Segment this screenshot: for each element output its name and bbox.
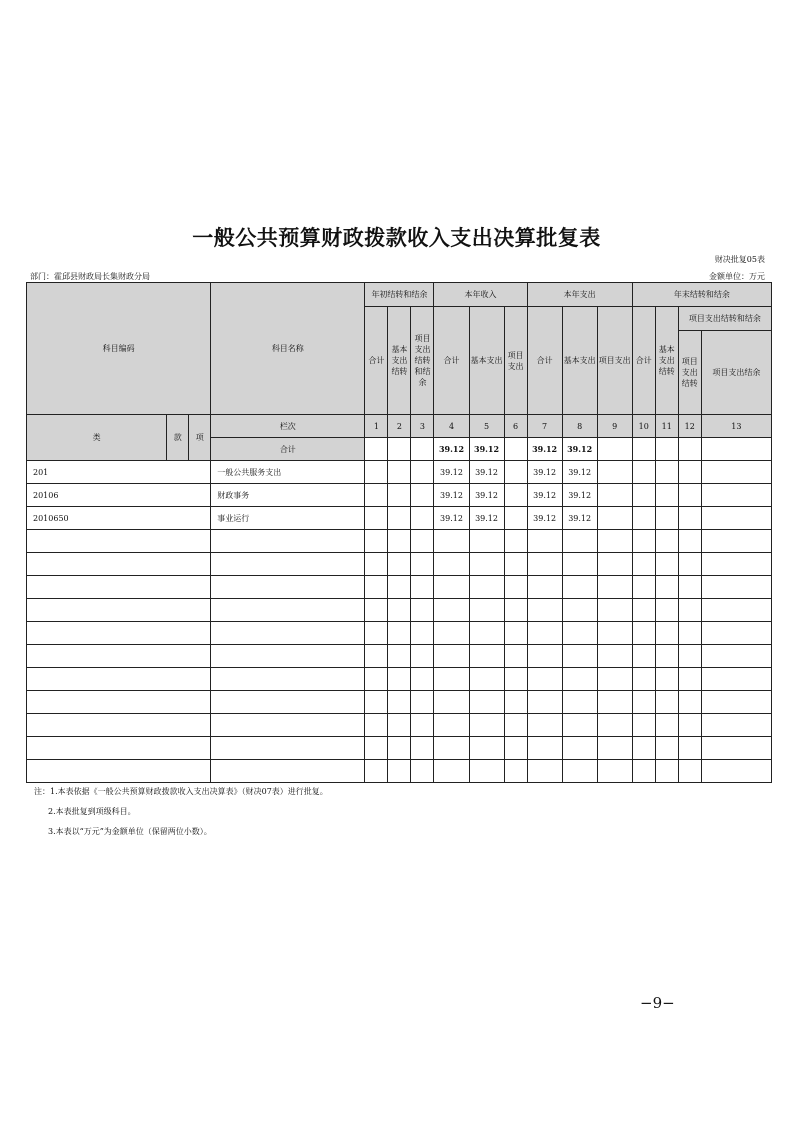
amount-cell [701, 668, 771, 691]
amount-cell [388, 599, 411, 622]
amount-cell [504, 484, 527, 507]
expend-basic-header: 基本支出 [562, 307, 597, 415]
amount-cell [527, 599, 562, 622]
amount-cell [562, 691, 597, 714]
amount-cell [388, 691, 411, 714]
subject-name-cell [211, 691, 365, 714]
income-header: 本年收入 [434, 283, 527, 307]
amount-cell [504, 576, 527, 599]
empty-table-row [27, 599, 772, 622]
amount-cell [434, 691, 469, 714]
amount-cell: 39.12 [434, 461, 469, 484]
amount-cell [562, 737, 597, 760]
amount-cell [655, 760, 678, 783]
closing-total-header: 合计 [632, 307, 655, 415]
amount-cell [527, 553, 562, 576]
amount-cell [678, 507, 701, 530]
amount-cell [388, 553, 411, 576]
amount-cell [504, 760, 527, 783]
amount-cell [597, 760, 632, 783]
income-project-header: 项目支出 [504, 307, 527, 415]
amount-cell [655, 737, 678, 760]
amount-cell [388, 507, 411, 530]
amount-cell [655, 530, 678, 553]
amount-cell [562, 599, 597, 622]
amount-cell [411, 599, 434, 622]
amount-cell [678, 484, 701, 507]
amount-cell [527, 760, 562, 783]
subject-name-cell [211, 599, 365, 622]
column-index-label: 栏次 [211, 415, 365, 438]
amount-cell [434, 645, 469, 668]
amount-cell [527, 645, 562, 668]
amount-cell [388, 714, 411, 737]
amount-cell [434, 553, 469, 576]
amount-cell [411, 484, 434, 507]
amount-cell [365, 691, 388, 714]
amount-cell [597, 576, 632, 599]
empty-table-row [27, 737, 772, 760]
amount-cell [655, 622, 678, 645]
amount-cell [632, 507, 655, 530]
opening-balance-header: 年初结转和结余 [365, 283, 434, 307]
amount-cell [701, 530, 771, 553]
amount-cell [365, 668, 388, 691]
amount-cell [504, 622, 527, 645]
amount-cell [469, 622, 504, 645]
note-item: 注：1.本表依据《一般公共预算财政拨款收入支出决算表》（财决07表）进行批复。 [34, 787, 328, 796]
amount-cell [434, 760, 469, 783]
amount-cell [701, 553, 771, 576]
amount-cell [411, 714, 434, 737]
amount-cell: 39.12 [527, 461, 562, 484]
subject-code-cell [27, 530, 211, 553]
subject-code-cell [27, 691, 211, 714]
amount-cell [411, 737, 434, 760]
page-title: 一般公共预算财政拨款收入支出决算批复表 [192, 226, 601, 250]
amount-cell [632, 530, 655, 553]
empty-table-row [27, 645, 772, 668]
amount-cell [632, 622, 655, 645]
amount-cell: 39.12 [469, 507, 504, 530]
amount-cell [562, 576, 597, 599]
amount-cell [527, 714, 562, 737]
total-cell: 39.12 [434, 438, 469, 461]
amount-cell [678, 461, 701, 484]
amount-cell: 39.12 [562, 484, 597, 507]
total-cell [504, 438, 527, 461]
notes [34, 786, 328, 846]
amount-cell [527, 737, 562, 760]
amount-cell [597, 507, 632, 530]
amount-cell [469, 599, 504, 622]
table-row [27, 507, 772, 530]
amount-cell [701, 599, 771, 622]
amount-cell [411, 507, 434, 530]
subject-name-cell: 一般公共服务支出 [211, 461, 365, 484]
amount-cell: 39.12 [469, 484, 504, 507]
amount-cell [597, 530, 632, 553]
total-cell [632, 438, 655, 461]
amount-cell [678, 622, 701, 645]
amount-cell [411, 622, 434, 645]
amount-cell [469, 576, 504, 599]
amount-cell [365, 714, 388, 737]
amount-cell [562, 668, 597, 691]
amount-cell [701, 737, 771, 760]
amount-cell [469, 668, 504, 691]
amount-cell: 39.12 [562, 507, 597, 530]
amount-cell [632, 484, 655, 507]
note-item: 3.本表以“万元”为金额单位（保留两位小数）。 [48, 827, 212, 836]
amount-cell [655, 714, 678, 737]
amount-cell [678, 737, 701, 760]
amount-cell [655, 691, 678, 714]
amount-cell [655, 576, 678, 599]
amount-cell [504, 737, 527, 760]
amount-cell [655, 599, 678, 622]
amount-cell [411, 553, 434, 576]
closing-project-surplus-header: 项目支出结余 [701, 331, 771, 415]
amount-cell [411, 461, 434, 484]
subject-name-cell [211, 645, 365, 668]
page-number: −9− [640, 994, 675, 1012]
subject-name-cell [211, 714, 365, 737]
amount-cell [469, 691, 504, 714]
subject-code-cell [27, 760, 211, 783]
amount-cell [365, 461, 388, 484]
empty-table-row [27, 622, 772, 645]
amount-cell [365, 484, 388, 507]
category-kuan-header: 款 [167, 415, 189, 461]
amount-cell [365, 553, 388, 576]
empty-table-row [27, 668, 772, 691]
department-label: 部门：霍邱县财政局长集财政分局 [30, 272, 150, 281]
amount-cell [434, 599, 469, 622]
amount-cell [655, 553, 678, 576]
amount-cell [504, 599, 527, 622]
amount-cell [469, 760, 504, 783]
amount-cell: 39.12 [562, 461, 597, 484]
total-cell [411, 438, 434, 461]
subject-code-cell [27, 645, 211, 668]
amount-cell [562, 553, 597, 576]
amount-cell [527, 622, 562, 645]
amount-cell [388, 645, 411, 668]
amount-cell [388, 760, 411, 783]
total-cell [678, 438, 701, 461]
amount-cell [388, 484, 411, 507]
col-number: 10 [632, 415, 655, 438]
amount-cell [411, 691, 434, 714]
amount-cell [655, 484, 678, 507]
amount-cell [632, 691, 655, 714]
category-lei-header: 类 [27, 415, 167, 461]
col-number: 12 [678, 415, 701, 438]
amount-cell [655, 668, 678, 691]
amount-cell [388, 461, 411, 484]
amount-cell [632, 645, 655, 668]
amount-cell [678, 576, 701, 599]
subject-code-cell: 2010650 [27, 507, 211, 530]
amount-cell [388, 530, 411, 553]
amount-cell [632, 668, 655, 691]
amount-cell [597, 691, 632, 714]
amount-cell [597, 553, 632, 576]
subject-code-cell: 201 [27, 461, 211, 484]
amount-cell [365, 599, 388, 622]
total-cell: 39.12 [469, 438, 504, 461]
amount-cell [365, 645, 388, 668]
amount-cell [527, 691, 562, 714]
col-number: 11 [655, 415, 678, 438]
closing-project-group-header: 项目支出结转和结余 [678, 307, 771, 331]
note-item: 2.本表批复到项级科目。 [48, 807, 136, 816]
amount-cell [632, 553, 655, 576]
amount-cell [388, 737, 411, 760]
amount-cell: 39.12 [434, 484, 469, 507]
amount-cell [597, 668, 632, 691]
col-number: 8 [562, 415, 597, 438]
amount-cell [469, 714, 504, 737]
amount-cell [597, 599, 632, 622]
amount-cell [597, 714, 632, 737]
total-cell: 39.12 [527, 438, 562, 461]
amount-cell [562, 622, 597, 645]
amount-cell [632, 599, 655, 622]
subject-name-cell [211, 622, 365, 645]
total-cell [655, 438, 678, 461]
amount-cell [504, 645, 527, 668]
amount-cell [562, 760, 597, 783]
amount-cell [504, 461, 527, 484]
amount-cell [469, 530, 504, 553]
amount-cell [678, 668, 701, 691]
amount-cell [678, 691, 701, 714]
amount-cell [411, 576, 434, 599]
empty-table-row [27, 760, 772, 783]
closing-project-carry-header: 项目支出结转 [678, 331, 701, 415]
amount-cell [678, 714, 701, 737]
amount-cell [365, 530, 388, 553]
amount-cell [701, 691, 771, 714]
amount-cell [504, 553, 527, 576]
amount-cell [504, 691, 527, 714]
amount-cell [597, 484, 632, 507]
col-number: 3 [411, 415, 434, 438]
amount-cell [655, 461, 678, 484]
expend-project-header: 项目支出 [597, 307, 632, 415]
amount-cell [388, 576, 411, 599]
amount-cell [632, 576, 655, 599]
subject-code-cell [27, 599, 211, 622]
total-cell [388, 438, 411, 461]
col-number: 9 [597, 415, 632, 438]
subject-name-header: 科目名称 [211, 283, 365, 415]
amount-cell [562, 645, 597, 668]
closing-basic-header: 基本支出结转 [655, 307, 678, 415]
amount-cell [597, 461, 632, 484]
amount-cell [632, 714, 655, 737]
amount-cell [655, 507, 678, 530]
amount-cell [504, 507, 527, 530]
amount-cell [388, 668, 411, 691]
expenditure-header: 本年支出 [527, 283, 632, 307]
amount-cell [434, 714, 469, 737]
subject-code-cell [27, 622, 211, 645]
amount-cell [365, 622, 388, 645]
opening-basic-header: 基本支出结转 [388, 307, 411, 415]
amount-cell [562, 530, 597, 553]
total-row-label: 合计 [211, 438, 365, 461]
amount-cell [527, 530, 562, 553]
amount-cell [434, 530, 469, 553]
amount-cell [388, 622, 411, 645]
amount-cell [701, 507, 771, 530]
col-number: 13 [701, 415, 771, 438]
empty-table-row [27, 530, 772, 553]
amount-cell [562, 714, 597, 737]
amount-cell [701, 714, 771, 737]
table-row [27, 484, 772, 507]
col-number: 1 [365, 415, 388, 438]
amount-cell [701, 645, 771, 668]
form-number: 财决批复05表 [714, 255, 765, 264]
amount-cell [701, 484, 771, 507]
col-number: 7 [527, 415, 562, 438]
amount-cell [632, 760, 655, 783]
amount-cell: 39.12 [469, 461, 504, 484]
opening-project-header: 项目支出结转和结余 [411, 307, 434, 415]
subject-name-cell: 财政事务 [211, 484, 365, 507]
amount-cell [469, 645, 504, 668]
expend-total-header: 合计 [527, 307, 562, 415]
total-cell [701, 438, 771, 461]
empty-table-row [27, 691, 772, 714]
amount-cell [504, 714, 527, 737]
col-number: 2 [388, 415, 411, 438]
subject-code-cell [27, 714, 211, 737]
empty-table-row [27, 553, 772, 576]
subject-code-header: 科目编码 [27, 283, 211, 415]
amount-cell [701, 576, 771, 599]
total-cell [365, 438, 388, 461]
amount-cell [504, 668, 527, 691]
amount-cell [365, 507, 388, 530]
amount-cell [701, 461, 771, 484]
subject-name-cell [211, 760, 365, 783]
col-number: 5 [469, 415, 504, 438]
subject-name-cell [211, 668, 365, 691]
amount-cell [701, 760, 771, 783]
amount-cell [655, 645, 678, 668]
amount-cell [411, 668, 434, 691]
amount-cell [597, 737, 632, 760]
amount-cell [434, 737, 469, 760]
opening-total-header: 合计 [365, 307, 388, 415]
income-basic-header: 基本支出 [469, 307, 504, 415]
amount-cell [632, 461, 655, 484]
amount-cell [411, 760, 434, 783]
subject-code-cell [27, 553, 211, 576]
table-row [27, 461, 772, 484]
subject-name-cell [211, 553, 365, 576]
amount-unit-label: 金额单位：万元 [709, 272, 765, 281]
amount-cell [411, 530, 434, 553]
amount-cell [365, 760, 388, 783]
amount-cell [411, 645, 434, 668]
empty-table-row [27, 714, 772, 737]
subject-code-cell [27, 576, 211, 599]
amount-cell [504, 530, 527, 553]
amount-cell [434, 668, 469, 691]
amount-cell [434, 622, 469, 645]
subject-code-cell: 20106 [27, 484, 211, 507]
amount-cell [527, 668, 562, 691]
col-number: 4 [434, 415, 469, 438]
amount-cell [365, 737, 388, 760]
subject-name-cell [211, 530, 365, 553]
amount-cell: 39.12 [527, 484, 562, 507]
amount-cell [597, 645, 632, 668]
amount-cell [632, 737, 655, 760]
amount-cell [434, 576, 469, 599]
amount-cell [678, 599, 701, 622]
subject-code-cell [27, 668, 211, 691]
subject-name-cell: 事业运行 [211, 507, 365, 530]
subject-name-cell [211, 737, 365, 760]
subject-code-cell [27, 737, 211, 760]
amount-cell: 39.12 [527, 507, 562, 530]
empty-table-row [27, 576, 772, 599]
col-number: 6 [504, 415, 527, 438]
total-cell [597, 438, 632, 461]
amount-cell: 39.12 [434, 507, 469, 530]
amount-cell [678, 645, 701, 668]
amount-cell [678, 553, 701, 576]
amount-cell [527, 576, 562, 599]
closing-balance-header: 年末结转和结余 [632, 283, 771, 307]
income-total-header: 合计 [434, 307, 469, 415]
budget-table [26, 282, 772, 783]
amount-cell [469, 737, 504, 760]
amount-cell [469, 553, 504, 576]
amount-cell [701, 622, 771, 645]
category-xiang-header: 项 [189, 415, 211, 461]
amount-cell [678, 760, 701, 783]
total-cell: 39.12 [562, 438, 597, 461]
amount-cell [597, 622, 632, 645]
amount-cell [678, 530, 701, 553]
subject-name-cell [211, 576, 365, 599]
amount-cell [365, 576, 388, 599]
